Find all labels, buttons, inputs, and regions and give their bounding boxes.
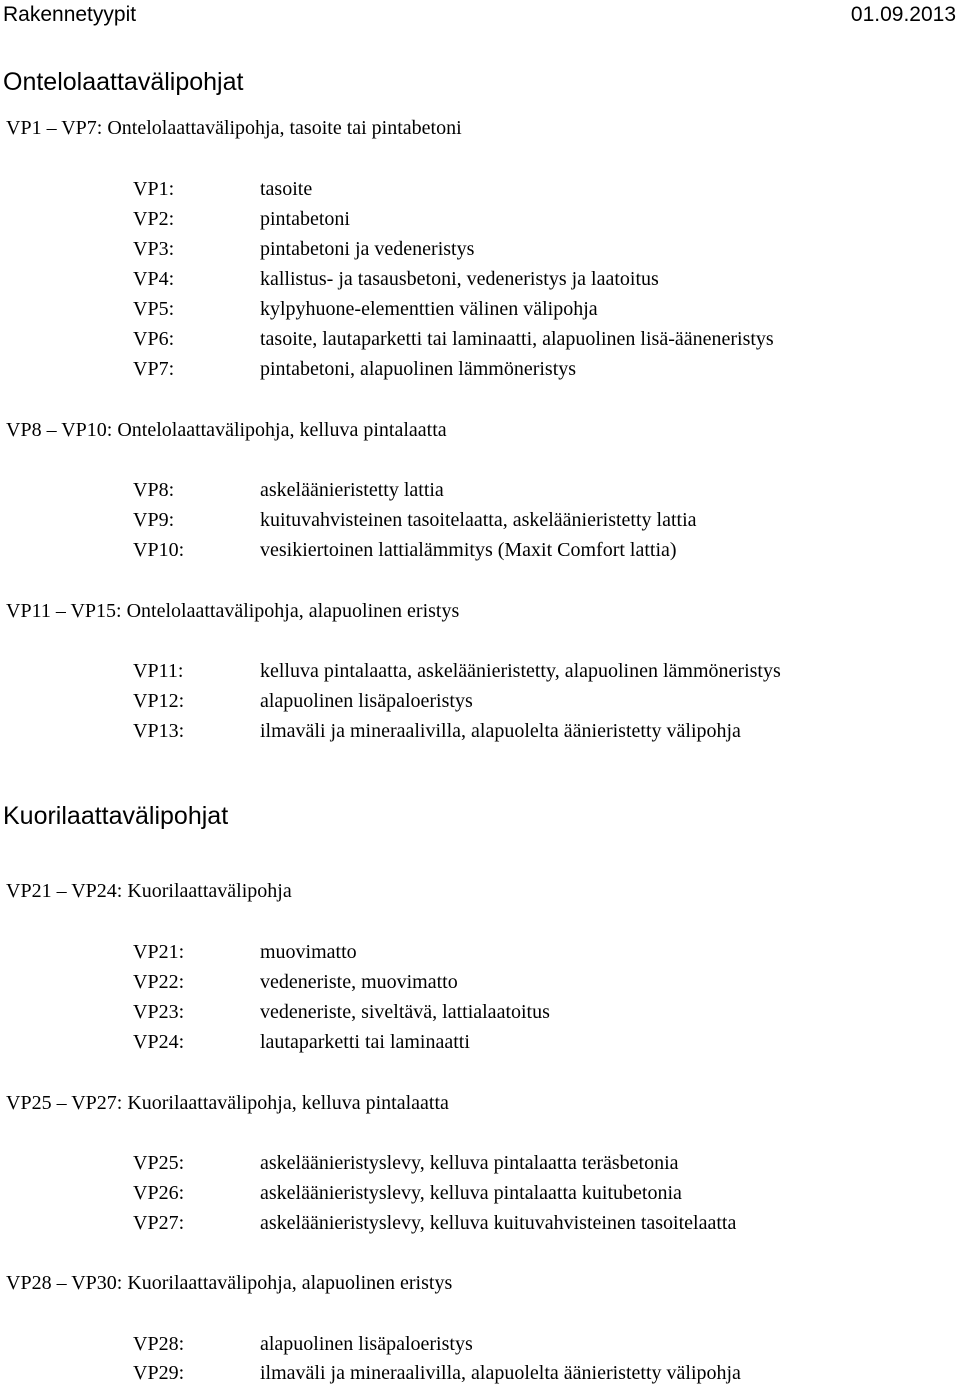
item-desc: kelluva pintalaatta, askeläänieristetty, alapuolinen lämmöneristys	[260, 660, 781, 682]
item-desc: alapuolinen lisäpaloeristys	[260, 690, 473, 712]
item-code: VP8:	[133, 479, 175, 501]
item-code: VP25:	[133, 1152, 185, 1174]
document-header-date: 01.09.2013	[850, 3, 956, 26]
group-title: VP25 – VP27: Kuorilaattavälipohja, kelluva pintalaatta	[6, 1092, 449, 1114]
item-desc: askeläänieristyslevy, kelluva pintalaatta teräsbetonia	[260, 1152, 679, 1174]
item-code: VP13:	[133, 720, 185, 742]
item-code: VP27:	[133, 1212, 185, 1234]
item-desc: askeläänieristetty lattia	[260, 479, 444, 501]
item-code: VP3:	[133, 238, 175, 260]
item-desc: tasoite	[260, 178, 313, 200]
item-code: VP28:	[133, 1333, 185, 1355]
item-desc: tasoite, lautaparketti tai laminaatti, alapuolinen lisä-ääneneristys	[260, 328, 774, 350]
item-desc: vedeneriste, siveltävä, lattialaatoitus	[260, 1001, 550, 1023]
item-desc: lautaparketti tai laminaatti	[260, 1031, 470, 1053]
item-code: VP10:	[133, 539, 185, 561]
item-code: VP7:	[133, 358, 175, 380]
item-code: VP22:	[133, 971, 185, 993]
group-title: VP11 – VP15: Ontelolaattavälipohja, alapuolinen eristys	[6, 600, 460, 622]
item-desc: vedeneriste, muovimatto	[260, 971, 458, 993]
item-desc: kuituvahvisteinen tasoitelaatta, askeläänieristetty lattia	[260, 509, 697, 531]
item-desc: pintabetoni ja vedeneristys	[260, 238, 475, 260]
group-title: VP1 – VP7: Ontelolaattavälipohja, tasoite tai pintabetoni	[6, 117, 462, 139]
group-title: VP28 – VP30: Kuorilaattavälipohja, alapuolinen eristys	[6, 1272, 453, 1294]
section-heading: Ontelolaattavälipohjat	[3, 68, 244, 96]
item-desc: askeläänieristyslevy, kelluva kuituvahvisteinen tasoitelaatta	[260, 1212, 737, 1234]
item-code: VP6:	[133, 328, 175, 350]
item-desc: pintabetoni	[260, 208, 350, 230]
item-code: VP12:	[133, 690, 185, 712]
item-desc: alapuolinen lisäpaloeristys	[260, 1333, 473, 1355]
item-code: VP2:	[133, 208, 175, 230]
group-title: VP21 – VP24: Kuorilaattavälipohja	[6, 880, 292, 902]
item-desc: askeläänieristyslevy, kelluva pintalaatta kuitubetonia	[260, 1182, 682, 1204]
item-desc: muovimatto	[260, 941, 357, 963]
item-code: VP5:	[133, 298, 175, 320]
item-desc: vesikiertoinen lattialämmitys (Maxit Comfort lattia)	[260, 539, 677, 561]
group-title: VP8 – VP10: Ontelolaattavälipohja, kelluva pintalaatta	[6, 419, 447, 441]
section-heading: Kuorilaattavälipohjat	[3, 802, 229, 830]
item-desc: kylpyhuone-elementtien välinen välipohja	[260, 298, 598, 320]
item-code: VP29:	[133, 1362, 185, 1384]
item-code: VP4:	[133, 268, 175, 290]
item-code: VP9:	[133, 509, 175, 531]
item-code: VP1:	[133, 178, 175, 200]
item-code: VP26:	[133, 1182, 185, 1204]
item-code: VP23:	[133, 1001, 185, 1023]
item-desc: kallistus- ja tasausbetoni, vedeneristys ja laatoitus	[260, 268, 659, 290]
item-code: VP11:	[133, 660, 184, 682]
item-code: VP24:	[133, 1031, 185, 1053]
item-code: VP21:	[133, 941, 185, 963]
item-desc: pintabetoni, alapuolinen lämmöneristys	[260, 358, 577, 380]
item-desc: ilmaväli ja mineraalivilla, alapuolelta äänieristetty välipohja	[260, 1362, 741, 1384]
item-desc: ilmaväli ja mineraalivilla, alapuolelta äänieristetty välipohja	[260, 720, 741, 742]
document-header-title: Rakennetyypit	[3, 3, 137, 26]
